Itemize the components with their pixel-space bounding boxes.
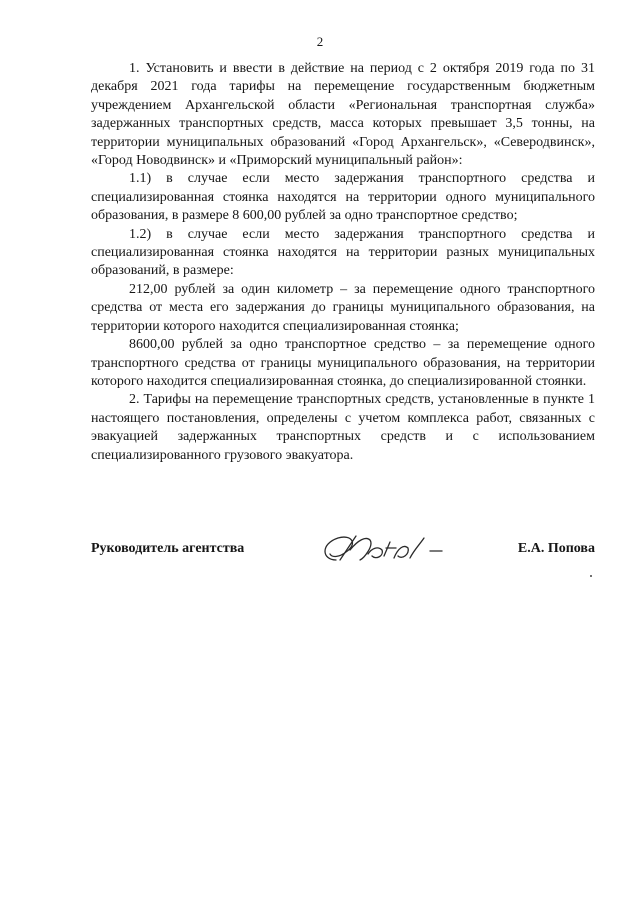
handwritten-signature (316, 530, 446, 570)
signature-block (91, 530, 595, 570)
scan-speck (590, 575, 592, 577)
document-body (91, 60, 595, 465)
signatory-title: Руководитель агентства (91, 541, 245, 556)
paragraph-item-1-1: 1.1) в случае если место задержания транспортного средства и специализированная стоянка находятся на территории одного муниципального образования, в размере 8 600,00 рублей за одно транспортное средство; (91, 171, 595, 224)
signatory-name: Е.А. Попова (517, 541, 595, 556)
page-number: 2 (316, 34, 324, 49)
paragraph-rate-per-km: 212,00 рублей за один километр – за перемещение одного транспортного средства от места его задержания до границы муниципального образования, на территории которого находится специализированная стоянка; (91, 281, 595, 334)
paragraph-item-1-2: 1.2) в случае если место задержания транспортного средства и специализированная стоянка находятся на территории разных муниципальных образований, в размере: (91, 226, 595, 279)
paragraph-rate-per-vehicle: 8600,00 рублей за одно транспортное средство – за перемещение одного транспортного средства от границы муниципального образования, на территории которого находится специализированная стоянка, до специализированной стоянки. (91, 337, 595, 389)
paragraph-item-1: 1. Установить и ввести в действие на период с 2 октября 2019 года по 31 декабря 2021 года тарифы на перемещение государственным бюджетным учреждением Архангельской области «Региональная транспортная служба» задержанных транспортных средств, масса которых превышает 3,5 тонны, на территории муниципальных образований «Город Архангельск», «Северодвинск», «Город Новодвинск» и «Приморский муниципальный район»: (91, 61, 595, 169)
paragraph-item-2: 2. Тарифы на перемещение транспортных средств, установленные в пункте 1 настоящего постановления, определены с учетом комплекса работ, связанных с эвакуацией задержанных транспортных средств и с использованием специализированного грузового эвакуатора. (91, 392, 595, 463)
